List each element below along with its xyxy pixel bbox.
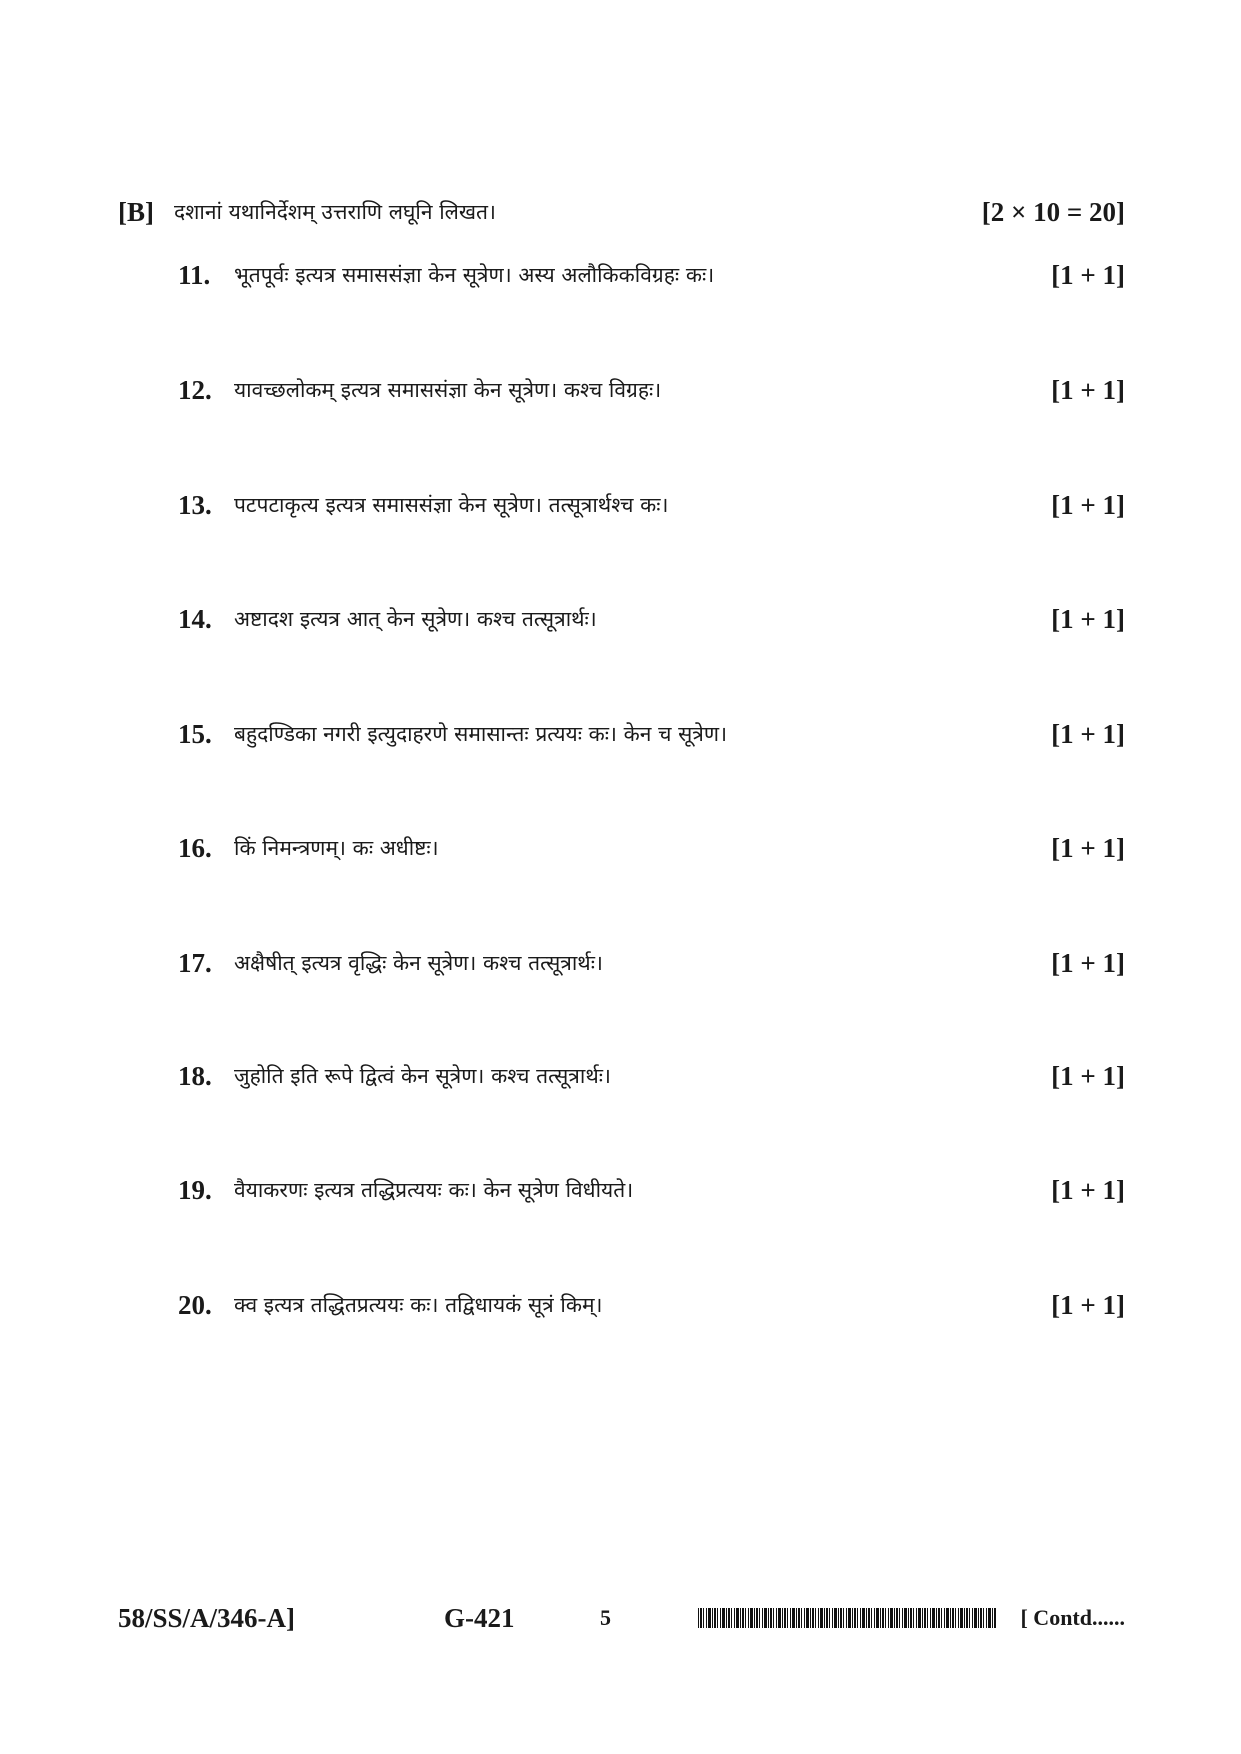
section-b-header	[118, 190, 1125, 234]
section-instruction: दशानां यथानिर्देशम् उत्तराणि लघूनि लिखत।	[174, 200, 496, 224]
question-marks: [1 + 1]	[1051, 719, 1125, 749]
question-marks: [1 + 1]	[1051, 1290, 1125, 1320]
question-12	[178, 368, 1125, 412]
continued-label: [ Contd......	[1020, 1605, 1125, 1630]
question-marks: [1 + 1]	[1051, 948, 1125, 978]
question-number: 19.	[178, 1175, 212, 1205]
paper-series: G-421	[444, 1603, 515, 1633]
question-marks: [1 + 1]	[1051, 1175, 1125, 1205]
question-marks: [1 + 1]	[1051, 604, 1125, 634]
question-number: 16.	[178, 833, 212, 863]
question-marks: [1 + 1]	[1051, 833, 1125, 863]
question-text: यावच्छलोकम् इत्यत्र समाससंज्ञा केन सूत्रेण। कश्च विग्रहः।	[234, 378, 662, 402]
barcode-icon	[698, 1608, 996, 1628]
page-number: 5	[600, 1605, 611, 1630]
question-text: जुहोति इति रूपे द्वित्वं केन सूत्रेण। कश्च तत्सूत्रार्थः।	[234, 1064, 611, 1088]
question-text: किं निमन्त्रणम्। कः अधीष्टः।	[234, 836, 439, 860]
question-19	[178, 1168, 1125, 1212]
question-text: बहुदण्डिका नगरी इत्युदाहरणे समासान्तः प्रत्ययः कः। केन च सूत्रेण।	[234, 722, 728, 746]
page-footer	[118, 1598, 1125, 1638]
question-marks: [1 + 1]	[1051, 1061, 1125, 1091]
section-label: [B]	[118, 197, 154, 227]
question-number: 20.	[178, 1290, 212, 1320]
question-marks: [1 + 1]	[1051, 490, 1125, 520]
question-number: 14.	[178, 604, 212, 634]
question-16	[178, 826, 1125, 870]
question-15	[178, 712, 1125, 756]
question-text: क्व इत्यत्र तद्धितप्रत्ययः कः। तद्विधायकं सूत्रं किम्।	[234, 1293, 603, 1317]
question-11	[178, 253, 1125, 297]
question-17	[178, 941, 1125, 985]
question-marks: [1 + 1]	[1051, 260, 1125, 290]
question-number: 11.	[178, 260, 211, 290]
question-20	[178, 1283, 1125, 1327]
question-text: अष्टादश इत्यत्र आत् केन सूत्रेण। कश्च तत्सूत्रार्थः।	[234, 607, 597, 631]
paper-code: 58/SS/A/346-A]	[118, 1603, 296, 1633]
question-number: 13.	[178, 490, 212, 520]
question-14	[178, 597, 1125, 641]
question-text: भूतपूर्वः इत्यत्र समाससंज्ञा केन सूत्रेण। अस्य अलौकिकविग्रहः कः।	[234, 263, 715, 287]
question-18	[178, 1054, 1125, 1098]
question-13	[178, 483, 1125, 527]
question-text: वैयाकरणः इत्यत्र तद्धिप्रत्ययः कः। केन सूत्रेण विधीयते।	[234, 1178, 634, 1202]
question-text: अक्षैषीत् इत्यत्र वृद्धिः केन सूत्रेण। कश्च तत्सूत्रार्थः।	[234, 951, 603, 975]
section-marks: [2 × 10 = 20]	[981, 197, 1125, 227]
question-number: 18.	[178, 1061, 212, 1091]
question-text: पटपटाकृत्य इत्यत्र समाससंज्ञा केन सूत्रेण। तत्सूत्रार्थश्च कः।	[234, 493, 669, 517]
question-number: 17.	[178, 948, 212, 978]
question-number: 12.	[178, 375, 212, 405]
question-number: 15.	[178, 719, 212, 749]
question-marks: [1 + 1]	[1051, 375, 1125, 405]
